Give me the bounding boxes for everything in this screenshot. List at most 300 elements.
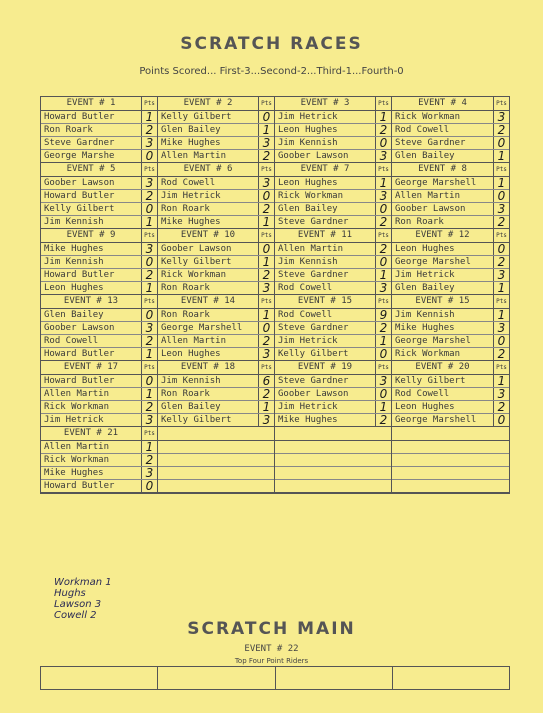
event-title: EVENT # 17 [63, 362, 119, 372]
rider-row [275, 388, 391, 401]
event-header [275, 361, 391, 375]
event-header [392, 163, 509, 177]
rider-score: 1 [258, 401, 274, 413]
rider-score: 3 [375, 282, 391, 294]
rider-name: Allen Martin [44, 442, 110, 452]
empty-event-cell [158, 427, 275, 493]
rider-row [275, 322, 391, 335]
event-block [41, 427, 509, 493]
event-3 [275, 97, 392, 163]
pts-header: Pts [141, 361, 157, 374]
rider-name: Rod Cowell [44, 336, 99, 346]
handwritten-line: Cowell 2 [54, 610, 97, 621]
rider-name: Rick Workman [44, 455, 110, 465]
rider-score: 0 [493, 243, 509, 255]
rider-name: Allen Martin [44, 389, 110, 399]
event-block [41, 229, 509, 295]
event-header [41, 361, 157, 375]
rider-score: 2 [493, 401, 509, 413]
rider-row [158, 150, 274, 163]
rider-name: Allen Martin [395, 191, 461, 201]
rider-row [41, 256, 157, 269]
rider-row [41, 322, 157, 335]
rider-row [41, 348, 157, 361]
rider-score: 0 [493, 414, 509, 426]
rider-row [392, 269, 509, 282]
rider-row [275, 137, 391, 150]
event-title: EVENT # 9 [66, 230, 116, 240]
rider-row [158, 256, 274, 269]
rider-name: Leon Hughes [44, 283, 104, 293]
rider-row [41, 269, 157, 282]
pts-header: Pts [493, 361, 509, 374]
rider-score: 2 [258, 203, 274, 215]
rider-score: 2 [258, 269, 274, 281]
rider-name: George Marshel [395, 257, 471, 267]
rider-name: Rod Cowell [395, 125, 450, 135]
rider-row [41, 124, 157, 137]
main-cell [393, 667, 509, 689]
rider-row [158, 388, 274, 401]
event-5 [41, 163, 158, 229]
handwritten-line: Hughs [54, 588, 86, 599]
rider-name: Mike Hughes [44, 468, 104, 478]
rider-score: 0 [258, 111, 274, 123]
pts-header: Pts [141, 295, 157, 308]
rider-name: Steve Gardner [44, 138, 115, 148]
event-title: EVENT # 3 [300, 98, 350, 108]
rider-score: 0 [141, 375, 157, 387]
rider-name: Jim Hetrick [395, 270, 455, 280]
rider-name: Mike Hughes [44, 244, 104, 254]
rider-row [275, 282, 391, 295]
rider-name: Ron Roark [161, 389, 210, 399]
rider-row [158, 269, 274, 282]
event-title: EVENT # 13 [63, 296, 119, 306]
rider-name: George Marshell [395, 415, 477, 425]
handwritten-line: Workman 1 [54, 577, 112, 588]
rider-score: 0 [258, 190, 274, 202]
event-title: EVENT # 11 [297, 230, 353, 240]
rider-row [275, 348, 391, 361]
rider-row [41, 177, 157, 190]
event-block [41, 97, 509, 163]
rider-score: 2 [258, 335, 274, 347]
rider-name: Rod Cowell [278, 283, 333, 293]
event-header [392, 97, 509, 111]
rider-name: Ron Roark [395, 217, 444, 227]
event-header [392, 229, 509, 243]
rider-row [41, 190, 157, 203]
rider-row [392, 309, 509, 322]
event-header [275, 163, 391, 177]
rider-score: 3 [493, 322, 509, 334]
rider-name: Kelly Gilbert [161, 112, 232, 122]
rider-name: Rick Workman [395, 112, 461, 122]
rider-score: 1 [141, 282, 157, 294]
rider-row [41, 243, 157, 256]
rider-score: 3 [375, 190, 391, 202]
rider-name: Mike Hughes [395, 323, 455, 333]
rider-name: Jim Kennish [278, 138, 338, 148]
rider-score: 2 [141, 269, 157, 281]
rider-row [158, 216, 274, 229]
rider-name: Kelly Gilbert [161, 415, 232, 425]
pts-header: Pts [141, 163, 157, 176]
empty-row [158, 480, 274, 493]
rider-row [158, 111, 274, 124]
event-header [392, 295, 509, 309]
pts-header: Pts [258, 361, 274, 374]
rider-name: Howard Butler [44, 376, 115, 386]
event-header [158, 97, 274, 111]
rider-score: 3 [258, 282, 274, 294]
rider-row [41, 414, 157, 427]
rider-row [41, 137, 157, 150]
event-header [41, 427, 157, 441]
rider-row [41, 375, 157, 388]
rider-score: 0 [141, 309, 157, 321]
event-header [41, 97, 157, 111]
rider-score: 3 [258, 177, 274, 189]
rider-score: 2 [141, 335, 157, 347]
rider-row [275, 190, 391, 203]
empty-row [275, 467, 391, 480]
rider-row [158, 243, 274, 256]
rider-row [392, 335, 509, 348]
rider-name: Ron Roark [161, 283, 210, 293]
rider-name: Steve Gardner [395, 138, 466, 148]
rider-score: 2 [375, 243, 391, 255]
rider-score: 2 [375, 216, 391, 228]
rider-name: Goober Lawson [161, 244, 232, 254]
rider-row [158, 375, 274, 388]
pts-header: Pts [493, 295, 509, 308]
event-21 [41, 427, 158, 493]
rider-score: 0 [141, 203, 157, 215]
rider-score: 2 [493, 216, 509, 228]
rider-row [392, 243, 509, 256]
rider-name: Howard Butler [44, 481, 115, 491]
rider-row [392, 401, 509, 414]
event-10 [158, 229, 275, 295]
empty-event-cell [275, 427, 392, 493]
pts-header: Pts [375, 163, 391, 176]
rider-score: 3 [258, 414, 274, 426]
rider-score: 0 [375, 203, 391, 215]
rider-score: 2 [258, 150, 274, 162]
event-16 [392, 295, 509, 361]
event-header [275, 229, 391, 243]
rider-row [41, 111, 157, 124]
rider-name: Rod Cowell [278, 310, 333, 320]
rider-row [158, 348, 274, 361]
rider-row [275, 111, 391, 124]
rider-row [392, 282, 509, 295]
empty-row [275, 480, 391, 493]
rider-name: Jim Kennish [395, 310, 455, 320]
rider-score: 2 [141, 190, 157, 202]
rider-row [41, 309, 157, 322]
rider-score: 2 [493, 124, 509, 136]
event-7 [275, 163, 392, 229]
rider-row [392, 388, 509, 401]
rider-score: 0 [375, 137, 391, 149]
rider-score: 3 [493, 203, 509, 215]
rider-row [392, 124, 509, 137]
rider-score: 1 [141, 441, 157, 453]
rider-name: Kelly Gilbert [278, 349, 349, 359]
rider-row [158, 203, 274, 216]
event-title: EVENT # 7 [300, 164, 350, 174]
rider-score: 3 [375, 150, 391, 162]
event-title: EVENT # 19 [297, 362, 353, 372]
event-title: EVENT # 14 [180, 296, 236, 306]
event-14 [158, 295, 275, 361]
rider-row [41, 388, 157, 401]
rider-score: 0 [258, 243, 274, 255]
event-13 [41, 295, 158, 361]
event-header [275, 97, 391, 111]
rider-score: 0 [375, 388, 391, 400]
empty-row [392, 467, 509, 480]
rider-name: Howard Butler [44, 349, 115, 359]
empty-row [392, 454, 509, 467]
main-title: SCRATCH MAIN [187, 619, 356, 639]
rider-score: 1 [375, 335, 391, 347]
rider-row [41, 401, 157, 414]
rider-name: Jim Hetrick [278, 402, 338, 412]
pts-header: Pts [375, 229, 391, 242]
rider-name: Jim Kennish [44, 257, 104, 267]
rider-name: Glen Bailey [395, 283, 455, 293]
rider-row [275, 414, 391, 427]
rider-score: 3 [141, 243, 157, 255]
empty-row [158, 467, 274, 480]
rider-score: 3 [375, 375, 391, 387]
rider-score: 3 [141, 322, 157, 334]
rider-score: 0 [141, 150, 157, 162]
empty-event-cell [392, 427, 509, 493]
event-9 [41, 229, 158, 295]
rider-name: George Marshell [161, 323, 243, 333]
rider-score: 3 [141, 414, 157, 426]
empty-row [275, 454, 391, 467]
rider-name: Jim Kennish [161, 376, 221, 386]
rider-name: Rick Workman [395, 349, 461, 359]
rider-name: Mike Hughes [161, 217, 221, 227]
event-17 [41, 361, 158, 427]
event-block [41, 295, 509, 361]
rider-row [392, 177, 509, 190]
event-20 [392, 361, 509, 427]
rider-score: 3 [141, 137, 157, 149]
event-header [158, 163, 274, 177]
event-18 [158, 361, 275, 427]
rider-row [158, 190, 274, 203]
event-header [41, 163, 157, 177]
rider-score: 1 [141, 348, 157, 360]
event-title: EVENT # 2 [183, 98, 233, 108]
rider-name: Goober Lawson [395, 204, 466, 214]
rider-row [392, 203, 509, 216]
rider-name: Rick Workman [278, 191, 344, 201]
event-title: EVENT # 18 [180, 362, 236, 372]
rider-row [392, 322, 509, 335]
rider-score: 1 [258, 216, 274, 228]
event-header [392, 361, 509, 375]
rider-score: 1 [258, 256, 274, 268]
pts-header: Pts [375, 295, 391, 308]
rider-name: Glen Bailey [278, 204, 338, 214]
rider-row [158, 414, 274, 427]
rider-row [275, 177, 391, 190]
main-subtitle: Top Four Point Riders [234, 657, 309, 665]
event-header [41, 295, 157, 309]
rider-score: 1 [375, 177, 391, 189]
rider-name: Rick Workman [44, 402, 110, 412]
rider-row [41, 441, 157, 454]
rider-row [275, 150, 391, 163]
rider-score: 0 [493, 335, 509, 347]
rider-name: Jim Kennish [44, 217, 104, 227]
rider-name: Goober Lawson [278, 389, 349, 399]
rider-score: 1 [493, 150, 509, 162]
rider-name: Ron Roark [161, 204, 210, 214]
rider-name: Glen Bailey [395, 151, 455, 161]
rider-score: 1 [493, 375, 509, 387]
event-block [41, 163, 509, 229]
event-15 [275, 295, 392, 361]
rider-name: Jim Hetrick [278, 336, 338, 346]
rider-row [41, 454, 157, 467]
pts-header: Pts [258, 229, 274, 242]
handwritten-note [54, 577, 112, 621]
rider-row [275, 124, 391, 137]
rider-name: Kelly Gilbert [395, 376, 466, 386]
empty-header [158, 427, 274, 441]
rider-score: 1 [493, 309, 509, 321]
rider-name: Mike Hughes [161, 138, 221, 148]
rider-row [392, 414, 509, 427]
rider-name: Glen Bailey [161, 125, 221, 135]
empty-row [275, 441, 391, 454]
rider-score: 1 [258, 309, 274, 321]
rider-row [275, 375, 391, 388]
event-1 [41, 97, 158, 163]
rider-name: Kelly Gilbert [44, 204, 115, 214]
event-header [41, 229, 157, 243]
rider-score: 3 [141, 467, 157, 479]
rider-row [275, 269, 391, 282]
rider-score: 2 [141, 401, 157, 413]
event-header [158, 295, 274, 309]
event-2 [158, 97, 275, 163]
event-header [275, 295, 391, 309]
rider-score: 2 [493, 348, 509, 360]
rider-score: 3 [258, 137, 274, 149]
event-block [41, 361, 509, 427]
rider-score: 3 [141, 177, 157, 189]
empty-row [392, 480, 509, 493]
rider-score: 2 [493, 256, 509, 268]
event-8 [392, 163, 509, 229]
rider-score: 3 [493, 111, 509, 123]
pts-header: Pts [493, 163, 509, 176]
event-title: EVENT # 8 [418, 164, 467, 174]
rider-score: 1 [375, 401, 391, 413]
rider-row [158, 137, 274, 150]
rider-name: Jim Hetrick [161, 191, 221, 201]
pts-header: Pts [141, 229, 157, 242]
empty-row [158, 454, 274, 467]
rider-row [392, 150, 509, 163]
rider-score: 1 [375, 269, 391, 281]
rider-name: Goober Lawson [278, 151, 349, 161]
rider-name: Howard Butler [44, 112, 115, 122]
event-header [158, 229, 274, 243]
main-cell [41, 667, 158, 689]
rider-row [41, 282, 157, 295]
rider-score: 1 [141, 216, 157, 228]
points-legend: Points Scored... First-3...Second-2...Third-1...Fourth-0 [139, 66, 404, 77]
rider-score: 0 [141, 256, 157, 268]
pts-header: Pts [375, 97, 391, 110]
rider-row [158, 177, 274, 190]
event-header [158, 361, 274, 375]
rider-name: Jim Hetrick [278, 112, 338, 122]
empty-header [275, 427, 391, 441]
rider-row [392, 137, 509, 150]
rider-name: Jim Hetrick [44, 415, 104, 425]
rider-name: Rod Cowell [161, 178, 216, 188]
rider-score: 1 [141, 388, 157, 400]
rider-name: Leon Hughes [278, 125, 338, 135]
rider-row [158, 322, 274, 335]
rider-score: 1 [258, 124, 274, 136]
main-results-box [40, 666, 510, 690]
rider-name: Allen Martin [161, 151, 227, 161]
event-title: EVENT # 15 [415, 296, 470, 306]
events-grid [40, 96, 510, 494]
rider-name: Mike Hughes [278, 415, 338, 425]
rider-name: Howard Butler [44, 191, 115, 201]
rider-score: 1 [141, 111, 157, 123]
pts-header: Pts [141, 97, 157, 110]
rider-score: 2 [375, 124, 391, 136]
pts-header: Pts [258, 97, 274, 110]
empty-header [392, 427, 509, 441]
empty-row [392, 441, 509, 454]
rider-name: Goober Lawson [44, 323, 115, 333]
rider-row [158, 335, 274, 348]
main-cell [276, 667, 393, 689]
rider-row [41, 150, 157, 163]
event-title: EVENT # 6 [183, 164, 233, 174]
rider-name: Leon Hughes [278, 178, 338, 188]
rider-row [275, 335, 391, 348]
rider-name: George Marshell [395, 178, 477, 188]
rider-row [392, 216, 509, 229]
pts-header: Pts [375, 361, 391, 374]
rider-score: 0 [258, 322, 274, 334]
rider-row [158, 401, 274, 414]
rider-score: 2 [258, 388, 274, 400]
rider-name: Jim Kennish [278, 257, 338, 267]
rider-name: Allen Martin [278, 244, 344, 254]
pts-header: Pts [258, 163, 274, 176]
rider-name: Steve Gardner [278, 270, 349, 280]
